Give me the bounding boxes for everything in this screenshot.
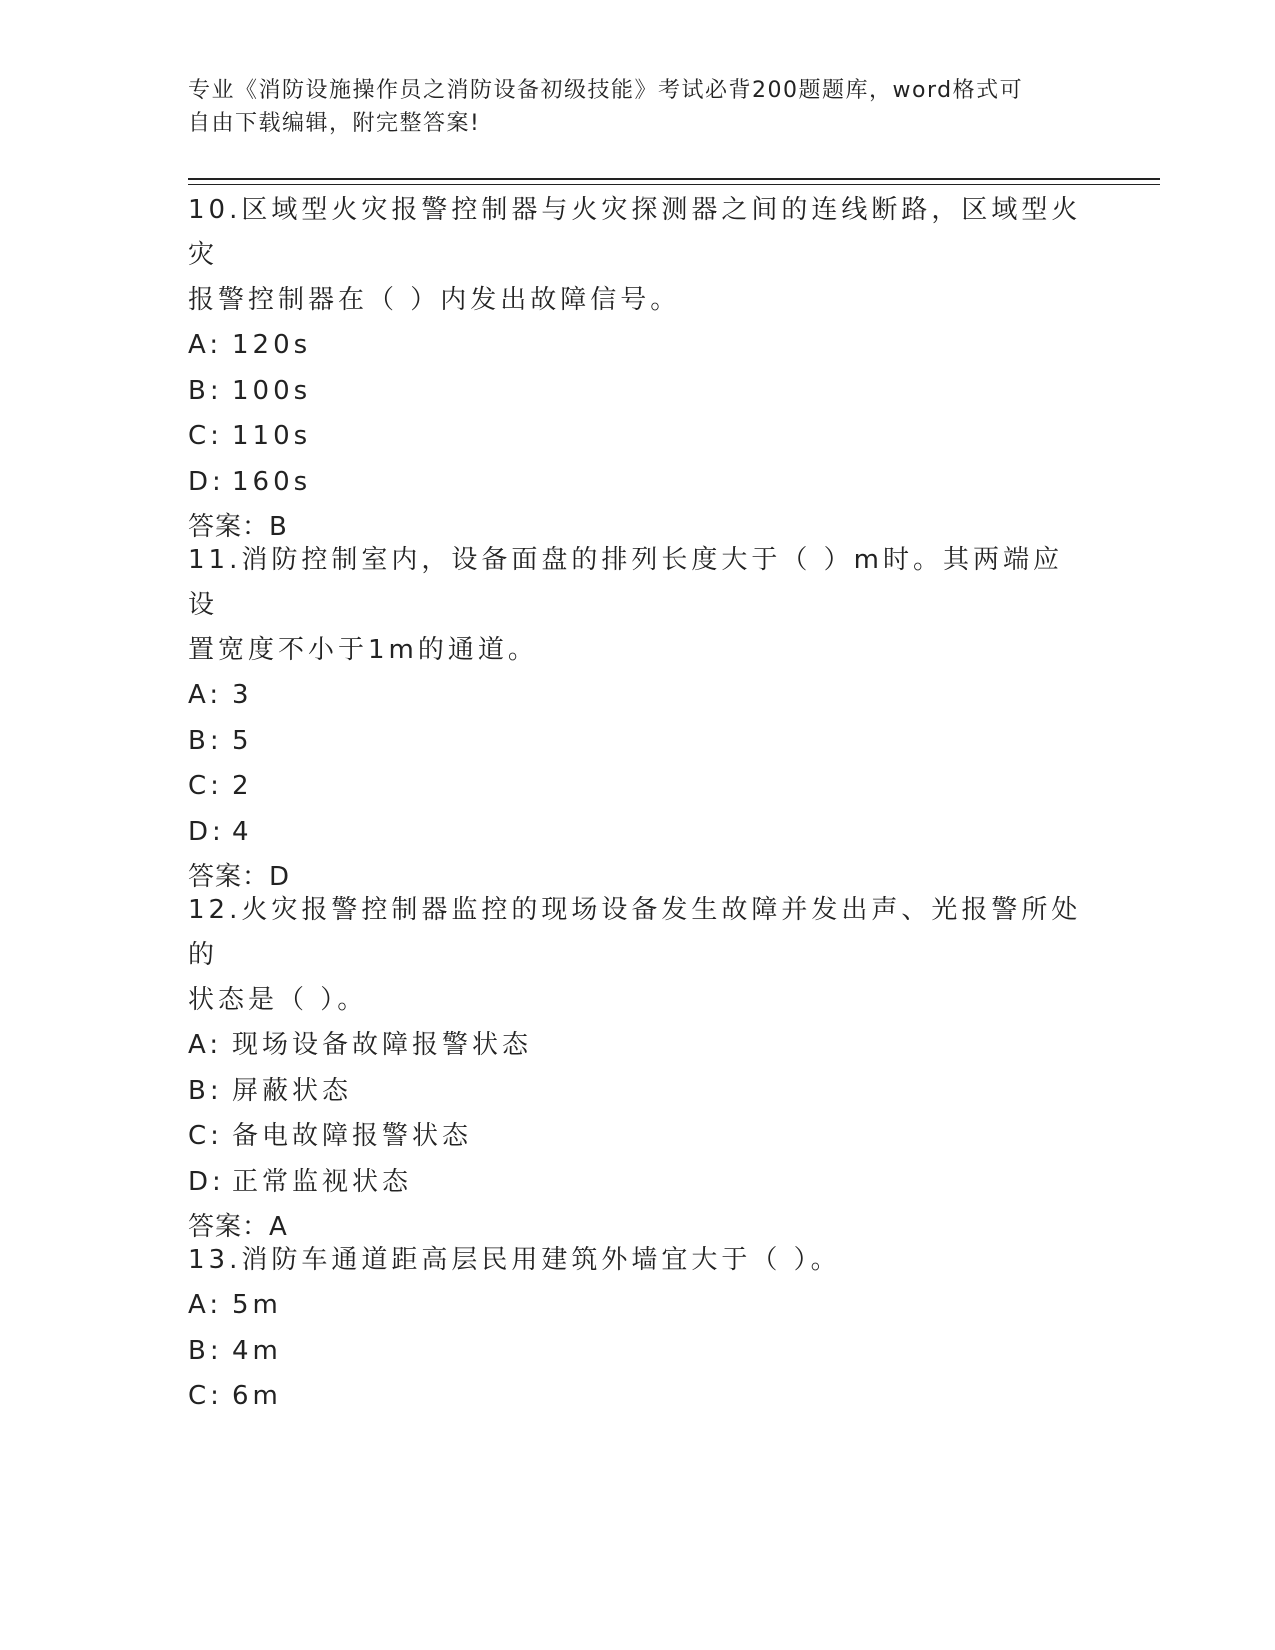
option-d (188, 1160, 1088, 1206)
option-letter: C: (188, 421, 223, 451)
question-stem-line-2: 报警控制器在（ ）内发出故障信号。 (188, 285, 681, 315)
header-line-1: 专业《消防设施操作员之消防设备初级技能》考试必背200题题库，word格式可 (188, 78, 1024, 103)
option-d (188, 460, 1088, 506)
option-a (188, 673, 1088, 719)
option-letter: A: (188, 1290, 223, 1320)
header-line-2: 自由下载编辑，附完整答案! (188, 111, 481, 136)
answer-line: 答案：D (188, 862, 291, 892)
option-b (188, 1329, 1088, 1375)
option-c (188, 764, 1088, 810)
option-text: 120s (232, 330, 312, 360)
option-letter: D: (188, 1166, 225, 1197)
option-letter: C: (188, 1121, 223, 1151)
option-c (188, 1374, 1088, 1420)
question-12 (188, 888, 1088, 1250)
option-letter: B: (188, 725, 223, 756)
option-b (188, 1069, 1088, 1115)
question-stem-line-2: 状态是（ ）。 (188, 985, 368, 1015)
option-text: 2 (232, 771, 253, 801)
question-stem-line-1: 12.火灾报警控制器监控的现场设备发生故障并发出声、光报警所处的 (188, 895, 1082, 970)
option-letter: C: (188, 1381, 223, 1411)
option-text: 5m (232, 1290, 282, 1320)
option-text: 备电故障报警状态 (232, 1121, 473, 1151)
question-stem (188, 1238, 1088, 1283)
option-letter: B: (188, 1335, 223, 1366)
answer-line: 答案：A (188, 1212, 288, 1242)
option-letter: D: (188, 816, 225, 847)
question-stem-line-1: 10.区域型火灾报警控制器与火灾探测器之间的连线断路，区域型火灾 (188, 195, 1082, 270)
option-d (188, 810, 1088, 856)
question-stem-line-2: 置宽度不小于1m的通道。 (188, 635, 538, 665)
option-letter: D: (188, 466, 225, 497)
option-text: 现场设备故障报警状态 (232, 1030, 533, 1060)
option-letter: C: (188, 771, 223, 801)
question-13 (188, 1238, 1088, 1420)
option-text: 4m (232, 1335, 282, 1366)
option-a (188, 1023, 1088, 1069)
option-letter: A: (188, 330, 223, 360)
option-text: 110s (232, 421, 312, 451)
option-a (188, 1283, 1088, 1329)
option-text: 100s (232, 375, 312, 406)
option-letter: A: (188, 1030, 223, 1060)
option-text: 160s (232, 466, 312, 497)
option-letter: A: (188, 680, 223, 710)
option-b (188, 369, 1088, 415)
question-stem-line-1: 11.消防控制室内，设备面盘的排列长度大于（ ）m时。其两端应设 (188, 545, 1063, 620)
question-10 (188, 188, 1088, 550)
option-a (188, 323, 1088, 369)
option-text: 屏蔽状态 (232, 1075, 353, 1106)
header-divider-thin (188, 184, 1160, 185)
option-letter: B: (188, 375, 223, 406)
option-text: 4 (232, 816, 253, 847)
option-letter: B: (188, 1075, 223, 1106)
document-header (188, 74, 1088, 140)
option-c (188, 1114, 1088, 1160)
option-text: 5 (232, 725, 253, 756)
option-text: 3 (232, 680, 253, 710)
question-stem (188, 188, 1088, 323)
option-text: 正常监视状态 (232, 1166, 413, 1197)
answer-line: 答案：B (188, 512, 288, 542)
question-stem-line-1: 13.消防车通道距高层民用建筑外墙宜大于（ ）。 (188, 1245, 841, 1275)
question-stem (188, 538, 1088, 673)
option-text: 6m (232, 1381, 282, 1411)
question-11 (188, 538, 1088, 900)
option-c (188, 414, 1088, 460)
question-stem (188, 888, 1088, 1023)
header-divider-thick (188, 178, 1160, 180)
option-b (188, 719, 1088, 765)
